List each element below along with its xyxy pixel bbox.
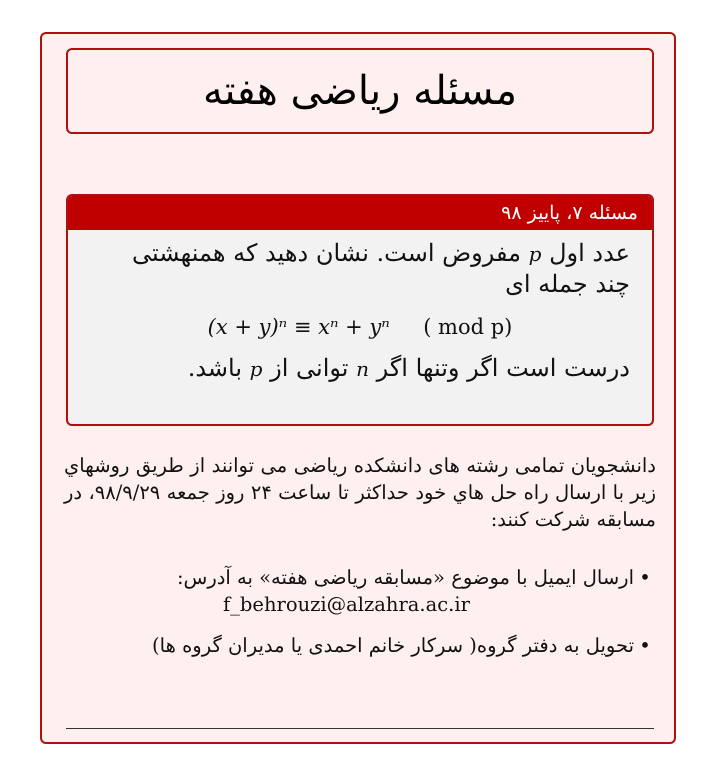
- method-email: [64, 564, 656, 618]
- email-instruction: ارسال ایمیل با موضوع «مسابقه ریاضی هفته» به آدرس:: [176, 566, 634, 589]
- problem-box: [66, 194, 654, 426]
- bullet-icon: •: [639, 566, 651, 589]
- conclusion-part2: توانی از: [270, 354, 349, 382]
- formula-mod: ( mod p): [423, 315, 513, 339]
- participation-description: دانشجویان تمامی رشته های دانشکده ریاضی می توانند از طریق روشهاي زیر با ارسال راه حل هاي خود حداکثر تا ساعت ۲۴ روز جمعه ۹۸/۹/۲۹، در مسابقه شرکت کنند:: [64, 454, 656, 531]
- conclusion-part1: درست است اگر وتنها اگر: [376, 354, 630, 382]
- title-box: [66, 48, 654, 134]
- statement-part1: عدد اول: [549, 239, 630, 267]
- poster-frame: [40, 32, 676, 744]
- bottom-divider: [66, 728, 654, 729]
- problem-conclusion: [90, 353, 630, 384]
- problem-header: مسئله ۷، پاییز ۹۸: [68, 196, 652, 230]
- delivery-instruction: تحویل به دفتر گروه( سرکار خانم احمدی یا مدیران گروه ها): [152, 634, 634, 657]
- problem-body: [68, 230, 652, 384]
- statement-var-p: p: [528, 242, 542, 266]
- congruence-formula: [90, 315, 630, 339]
- method-delivery: [64, 632, 656, 659]
- conclusion-var-n: n: [356, 357, 369, 381]
- conclusion-var-p: p: [249, 357, 263, 381]
- statement-part2: مفروض است. نشان دهید که همنهشتی چند جمله ای: [132, 239, 630, 298]
- email-address-link[interactable]: f_behrouzi@alzahra.ac.ir: [222, 593, 470, 616]
- submission-methods: [64, 564, 656, 673]
- conclusion-part3: باشد.: [187, 354, 243, 382]
- problem-statement: [90, 238, 630, 299]
- formula-left: (x + y)ⁿ ≡ xⁿ + yⁿ: [207, 315, 390, 339]
- bullet-icon: •: [639, 634, 651, 657]
- page-title: مسئله ریاضی هفته: [202, 68, 518, 114]
